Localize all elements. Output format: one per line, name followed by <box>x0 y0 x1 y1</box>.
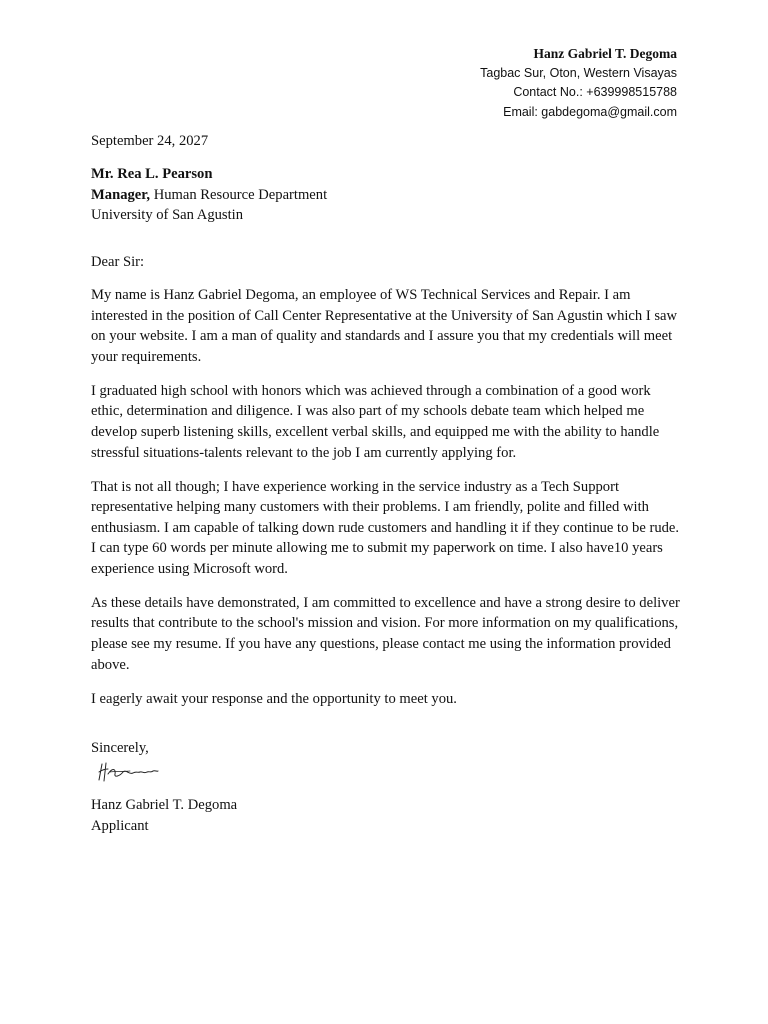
recipient-title-line <box>91 185 691 206</box>
paragraph-intro: My name is Hanz Gabriel Degoma, an employee of WS Technical Services and Repair. I am interested in the position of Call Center Representative at the University of San Agustin which I saw on your website. I am a man of quality and standards and I assure you that my credentials will meet your requirements. <box>91 287 678 365</box>
recipient-organization: University of San Agustin <box>91 207 244 224</box>
signoff-name: Hanz Gabriel T. Degoma <box>91 797 238 813</box>
paragraph-commitment: As these details have demonstrated, I am committed to excellence and have a strong desire to deliver results that contribute to the school's mission and vision. For more information on my qualifications, please see my resume. If you have any questions, please contact me using the information provided above. <box>91 594 680 673</box>
sender-name: Hanz Gabriel T. Degoma <box>533 46 677 61</box>
letter-date: September 24, 2027 <box>91 133 209 149</box>
recipient-name: Mr. Rea L. Pearson <box>91 166 213 182</box>
paragraph-education: I graduated high school with honors which was achieved through a combination of a good work ethic, determination and diligence. I was also part of my schools debate team which helped me develop superb listening skills, excellent verbal skills, and equipped me with the ability to handle stressful situations-talents relevant to the job I am currently applying for. <box>91 382 660 461</box>
paragraph-experience: That is not all though; I have experience working in the service industry as a Tech Support representative helping many customers with their problems. I am friendly, polite and filled with enthusiasm. I am capable of talking down rude customers and handling it if they continue to be rude. I can type 60 words per minute allowing me to submit my paperwork on time. I also have10 years experience using Microsoft word. <box>91 478 680 577</box>
sender-email: Email: gabdegoma@gmail.com <box>503 104 677 119</box>
signature-image <box>96 760 160 784</box>
closing: Sincerely, <box>91 740 149 756</box>
sender-block <box>480 44 677 122</box>
sender-contact: Contact No.: +639998515788 <box>513 85 677 99</box>
recipient-block <box>91 164 691 226</box>
recipient-department: Human Resource Department <box>150 186 328 203</box>
signoff-block <box>91 795 237 836</box>
signoff-role: Applicant <box>91 817 149 834</box>
paragraph-closing: I eagerly await your response and the opportunity to meet you. <box>91 690 457 707</box>
sender-address: Tagbac Sur, Oton, Western Visayas <box>480 65 677 80</box>
recipient-title: Manager, <box>91 186 151 203</box>
salutation: Dear Sir: <box>91 254 145 270</box>
letter-body <box>91 285 683 723</box>
